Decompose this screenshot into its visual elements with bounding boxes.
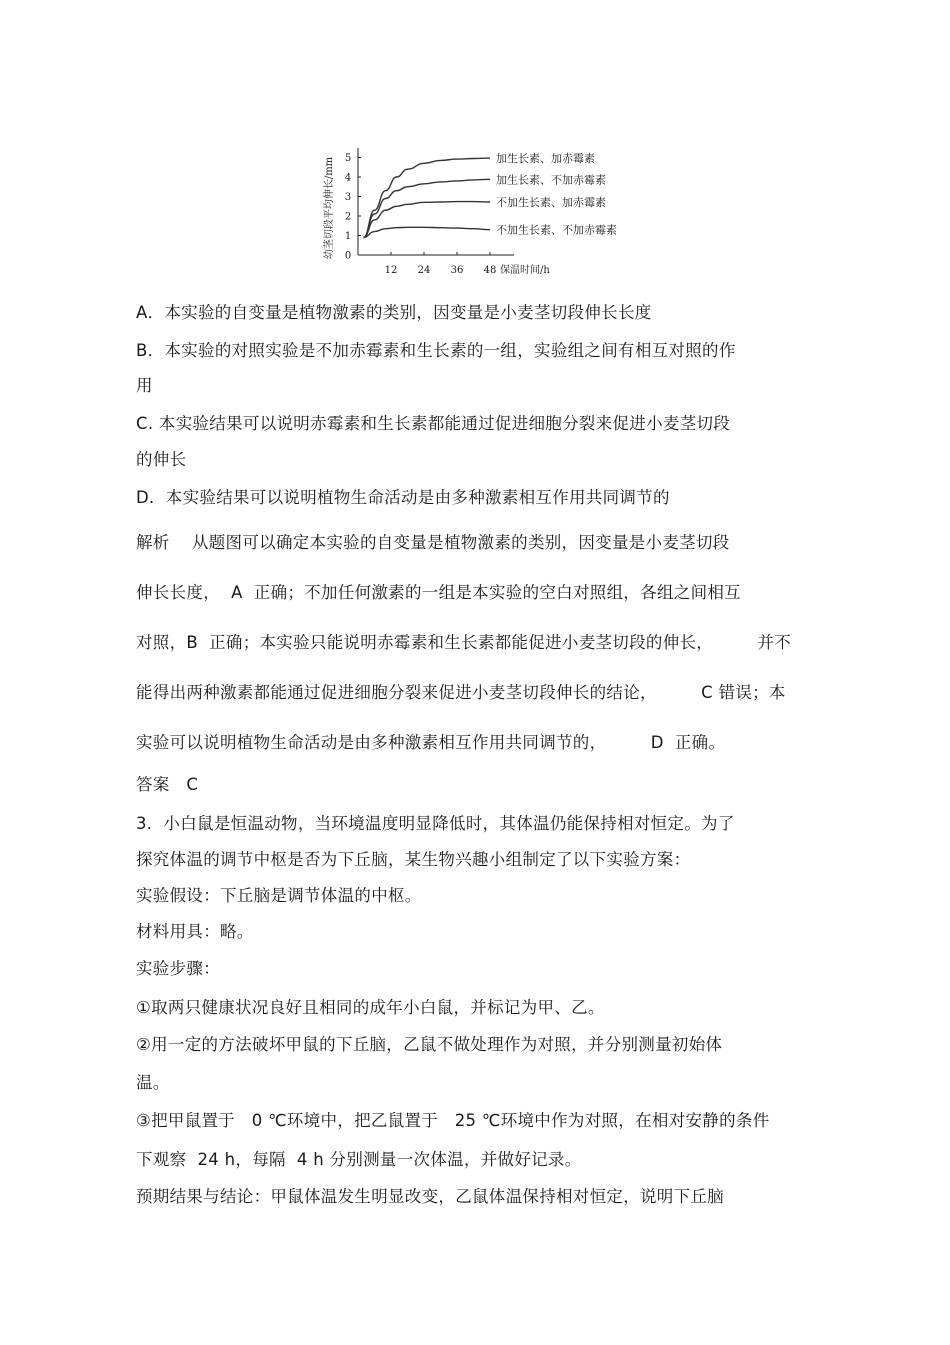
y-axis-label: 幼茎切段平均伸长/mm: [324, 156, 335, 260]
series-label: 不加生长素、加赤霉素: [496, 195, 606, 209]
y-tick-label: 3: [344, 192, 352, 203]
series-label: 不加生长素、不加赤霉素: [496, 223, 617, 237]
series-line: [364, 202, 491, 238]
text-line: ①取两只健康状况良好且相同的成年小白鼠，并标记为甲、乙。: [136, 998, 605, 1017]
x-tick-label: 36: [450, 265, 464, 276]
x-tick-label: 12: [384, 265, 398, 276]
text-line: 材料用具：略。: [136, 922, 254, 941]
x-axis-label: 保温时间/h: [500, 265, 550, 276]
x-tick-label: 48: [483, 265, 497, 276]
series-label: 加生长素、不加赤霉素: [496, 173, 606, 187]
text-line: 实验可以说明植物生命活动是由多种激素相互作用共同调节的， D 正确。: [136, 733, 726, 752]
series-line: [364, 227, 491, 237]
text-line: 下观察 24 h，每隔 4 h 分别测量一次体温，并做好记录。: [136, 1150, 582, 1169]
series-line: [364, 158, 491, 237]
text-line: 探究体温的调节中枢是否为下丘脑，某生物兴趣小组制定了以下实验方案：: [136, 850, 691, 869]
text-line: 用: [136, 376, 153, 395]
text-line: D．本实验结果可以说明植物生命活动是由多种激素相互作用共同调节的: [136, 488, 670, 507]
text-line: 对照，B 正确；本实验只能说明赤霉素和生长素都能促进小麦茎切段的伸长， 并不: [136, 633, 792, 652]
y-tick-label: 1: [344, 231, 352, 242]
text-line: ③把甲鼠置于 0 ℃环境中，把乙鼠置于 25 ℃环境中作为对照，在相对安静的条件: [136, 1111, 770, 1130]
text-line: C. 本实验结果可以说明赤霉素和生长素都能通过促进细胞分裂来促进小麦茎切段: [136, 414, 731, 433]
text-line: 能得出两种激素都能通过促进细胞分裂来促进小麦茎切段伸长的结论， C 错误；本: [136, 683, 786, 702]
y-tick-label: 2: [344, 211, 352, 223]
text-line: 实验假设：下丘脑是调节体温的中枢。: [136, 886, 422, 905]
y-tick-label: 0: [344, 250, 352, 262]
text-line: A．本实验的自变量是植物激素的类别，因变量是小麦茎切段伸长长度: [136, 303, 652, 322]
text-line: B．本实验的对照实验是不加赤霉素和生长素的一组，实验组之间有相互对照的作: [136, 341, 736, 360]
x-tick-label: 24: [417, 265, 431, 276]
text-line: 的伸长: [136, 450, 187, 469]
y-tick-label: 4: [344, 172, 352, 184]
text-line: 温。: [136, 1073, 170, 1092]
text-line: 答案 C: [136, 775, 199, 794]
series-label: 加生长素、加赤霉素: [496, 152, 595, 166]
y-tick-label: 5: [344, 153, 352, 164]
text-line: 实验步骤：: [136, 959, 220, 978]
text-line: 解析 从题图可以确定本实验的自变量是植物激素的类别，因变量是小麦茎切段: [136, 533, 730, 552]
text-line: 3. 小白鼠是恒温动物，当环境温度明显降低时，其体温仍能保持相对恒定。为了: [136, 814, 735, 833]
growth-chart: [318, 138, 638, 278]
text-line: 预期结果与结论：甲鼠体温发生明显改变，乙鼠体温保持相对恒定，说明下丘脑: [136, 1187, 724, 1206]
text-line: ②用一定的方法破坏甲鼠的下丘脑，乙鼠不做处理作为对照，并分别测量初始体: [136, 1035, 723, 1054]
text-line: 伸长长度， A 正确；不加任何激素的一组是本实验的空白对照组，各组之间相互: [136, 583, 741, 602]
